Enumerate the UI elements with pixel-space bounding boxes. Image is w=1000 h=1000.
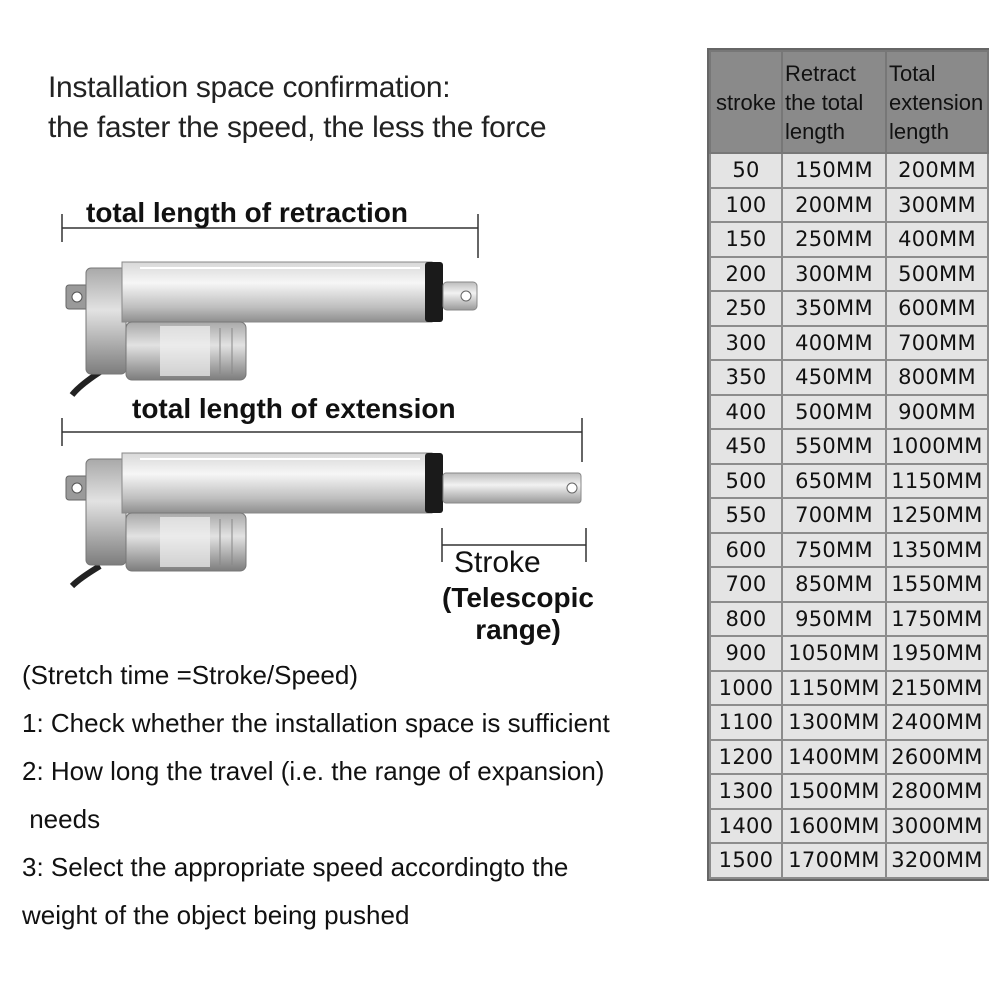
cell-extension-length: 2150MM [886, 671, 988, 706]
cell-retract-length: 1600MM [782, 809, 886, 844]
cell-retract-length: 950MM [782, 602, 886, 637]
note-stretch-time: (Stretch time =Stroke/Speed) [22, 660, 358, 690]
note-step-1: 1: Check whether the installation space is sufficient [22, 708, 610, 738]
cell-extension-length: 1950MM [886, 636, 988, 671]
table-row [710, 809, 988, 844]
cell-stroke: 450 [710, 429, 782, 464]
cell-stroke: 900 [710, 636, 782, 671]
cell-retract-length: 700MM [782, 498, 886, 533]
cell-stroke: 550 [710, 498, 782, 533]
cell-retract-length: 750MM [782, 533, 886, 568]
stroke-label: Stroke [454, 546, 541, 579]
cell-extension-length: 700MM [886, 326, 988, 361]
cell-stroke: 800 [710, 602, 782, 637]
table-row [710, 498, 988, 533]
cell-retract-length: 1050MM [782, 636, 886, 671]
cell-stroke: 1500 [710, 843, 782, 878]
cell-extension-length: 1000MM [886, 429, 988, 464]
cell-extension-length: 600MM [886, 291, 988, 326]
cell-extension-length: 1750MM [886, 602, 988, 637]
cell-retract-length: 500MM [782, 395, 886, 430]
cell-retract-length: 1400MM [782, 740, 886, 775]
table-row [710, 567, 988, 602]
cell-stroke: 250 [710, 291, 782, 326]
cell-retract-length: 1500MM [782, 774, 886, 809]
cell-extension-length: 800MM [886, 360, 988, 395]
heading-line-1: Installation space confirmation: [48, 71, 451, 104]
retracted-actuator-image [66, 262, 477, 395]
cell-retract-length: 1700MM [782, 843, 886, 878]
table-row [710, 429, 988, 464]
table-row [710, 395, 988, 430]
cell-stroke: 700 [710, 567, 782, 602]
cell-stroke: 1300 [710, 774, 782, 809]
cell-extension-length: 2600MM [886, 740, 988, 775]
cell-extension-length: 3200MM [886, 843, 988, 878]
cell-retract-length: 850MM [782, 567, 886, 602]
cell-stroke: 350 [710, 360, 782, 395]
cell-retract-length: 1150MM [782, 671, 886, 706]
cell-extension-length: 3000MM [886, 809, 988, 844]
cell-retract-length: 200MM [782, 188, 886, 223]
cell-extension-length: 300MM [886, 188, 988, 223]
cell-retract-length: 1300MM [782, 705, 886, 740]
table-row [710, 774, 988, 809]
cell-stroke: 150 [710, 222, 782, 257]
cell-stroke: 1400 [710, 809, 782, 844]
cell-extension-length: 2800MM [886, 774, 988, 809]
table-row [710, 602, 988, 637]
table-row [710, 291, 988, 326]
cell-retract-length: 400MM [782, 326, 886, 361]
cell-retract-length: 300MM [782, 257, 886, 292]
retraction-label: total length of retraction [86, 197, 408, 228]
extension-label: total length of extension [132, 393, 456, 424]
heading-line-2: the faster the speed, the less the force [48, 111, 547, 144]
cell-stroke: 1200 [710, 740, 782, 775]
stroke-length-table [707, 48, 989, 881]
table-row [710, 153, 988, 188]
cell-retract-length: 450MM [782, 360, 886, 395]
cell-retract-length: 350MM [782, 291, 886, 326]
telescopic-range-label [418, 582, 618, 646]
table-row [710, 740, 988, 775]
cell-stroke: 1000 [710, 671, 782, 706]
table-row [710, 533, 988, 568]
table-row [710, 843, 988, 878]
cell-stroke: 1100 [710, 705, 782, 740]
table-row [710, 188, 988, 223]
cell-extension-length: 2400MM [886, 705, 988, 740]
cell-extension-length: 1150MM [886, 464, 988, 499]
table-row [710, 222, 988, 257]
cell-stroke: 300 [710, 326, 782, 361]
header-stroke: stroke [710, 51, 782, 153]
cell-retract-length: 250MM [782, 222, 886, 257]
note-step-2: 2: How long the travel (i.e. the range of expansion) [22, 756, 605, 786]
cell-extension-length: 200MM [886, 153, 988, 188]
cell-extension-length: 400MM [886, 222, 988, 257]
cell-extension-length: 1550MM [886, 567, 988, 602]
table-row [710, 636, 988, 671]
cell-retract-length: 550MM [782, 429, 886, 464]
cell-retract-length: 150MM [782, 153, 886, 188]
table-row [710, 257, 988, 292]
cell-stroke: 500 [710, 464, 782, 499]
actuator-diagram [0, 0, 700, 660]
cell-extension-length: 1350MM [886, 533, 988, 568]
telescopic-line-2: range) [475, 614, 561, 645]
cell-extension-length: 1250MM [886, 498, 988, 533]
table-row [710, 360, 988, 395]
cell-stroke: 400 [710, 395, 782, 430]
table-header-row [710, 51, 988, 153]
cell-stroke: 600 [710, 533, 782, 568]
note-step-2-cont: needs [22, 804, 101, 834]
header-extension-length: Total extension length [886, 51, 988, 153]
cell-stroke: 200 [710, 257, 782, 292]
table-row [710, 705, 988, 740]
cell-retract-length: 650MM [782, 464, 886, 499]
telescopic-line-1: (Telescopic [442, 582, 594, 613]
cell-stroke: 50 [710, 153, 782, 188]
cell-stroke: 100 [710, 188, 782, 223]
table-row [710, 326, 988, 361]
table-row [710, 671, 988, 706]
table-row [710, 464, 988, 499]
note-step-3: 3: Select the appropriate speed accordingto the [22, 852, 569, 882]
header-retract-length: Retract the total length [782, 51, 886, 153]
note-step-3-cont: weight of the object being pushed [22, 900, 410, 930]
cell-extension-length: 900MM [886, 395, 988, 430]
cell-extension-length: 500MM [886, 257, 988, 292]
